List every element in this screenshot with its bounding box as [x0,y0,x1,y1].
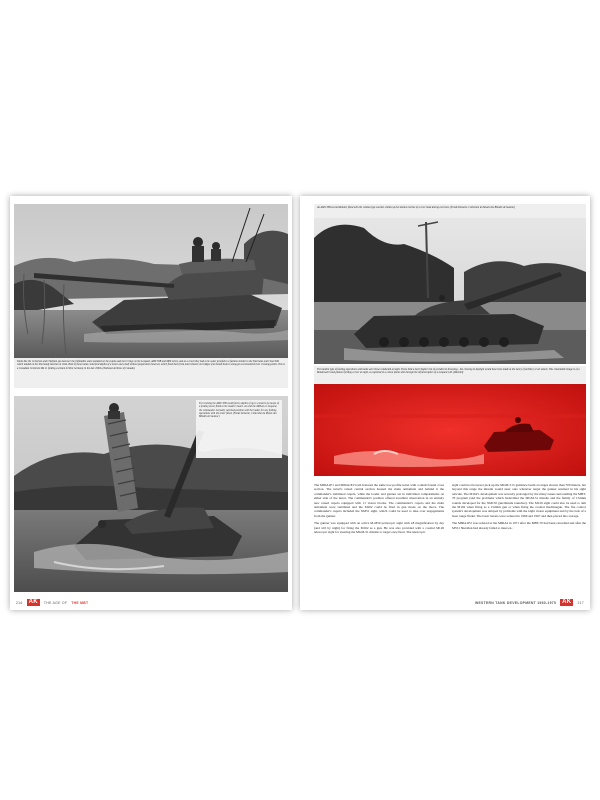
photo-caption: For training the AMX 30B could ford to depths of up to 4 meters by means of a fording tower fitted to the loader's hatch. As with the M60A1 or Leopard, the commander normally switched position with the loader for any fording operations with the tower fitted. (Fonds Delsarte, Collection du Musée des Blindés de Saumur) [196,400,282,458]
book-title-accent: THE MBT [71,600,89,605]
page-number: 216 [16,600,23,605]
body-column-1 [314,483,444,537]
section-title: WESTERN TANK DEVELOPMENT 1960-1975 [474,600,557,605]
photo-caption: An AMX 30B second Rebuilt, fitted with the combat type snorkel, climbs up the shallow incline of a river bank during exercises. (Fonds Delsarte, Collection du Musée des Blindés de Saumur) [314,204,586,218]
paragraph: The gunner was equipped with an active M-M50 periscopic sight with x8 magnification by day (and x10 by night) for firing the M162 as a gun. He was also provided with a coaxial M126 telescopic sight for steering the MGM-51 missile to target once fired. The telescopic [314,521,444,535]
book-title: THE AGE OF [43,600,68,605]
page-number: 217 [577,600,584,605]
photo-caption: The hardest type of fording operations with tanks were those conducted at night. These held a much higher risk of accident in drowning - but crossing in daylight would have been made at the mercy of artillery or air attack. This remarkable image is of a Bundeswehr tank platoon fording a river at night, as captured in a colour photo shot through the infrared optics of a Leopard 1A3. (Rheinbl) [314,366,586,384]
page-footer [475,599,584,606]
body-column-2 [452,483,586,533]
photo-centurion-fording [14,204,288,358]
photo-caption: Tanks like the Centurion and Chieftain (as bad over the) inflatable seals standard on the cupola and turret rings on the Leopard, AMX 30B and M60 series, and as a result they had to be water proofed in a fashion similar to the Shermans and Churchills which landed on the Normandy beaches in 1944. Both of these tanks could ford depths of a meter and a half without preparation however, which freed them from total reliance on bridges (cut bound them to using pre-reconnoitred river crossing points. This is a Canadian Centurion Mk 11 fording a stream in West Germany in the late 1960s. (National Archives of Canada) [14,358,288,388]
ak-logo: AK [562,599,572,605]
ak-logo: AK [28,599,38,605]
right-page [300,196,590,610]
paragraph: The M60A1E1 and M60A1E2 both featured the same low-profile turret with a small frontal cross section. The turret's raised central section housed the main armament and behind it the commander's stabilized cupola, while the loader and gunner sat in individual compartments on either side of the turret. The commander's position offered excellent observation in an entirely new raised cupola equipped with 11 vision blocks. The commander's cupola and the main armament were stabilized and the M162 could be fired in gun mode on the move. The commander's cupola included the XM51 sight, which could be used to take over engagements from the gunner. [314,483,444,518]
paragraph: The M60A1E2 was ordered as the M60A2 in 1971 after the MBT-70 had been cancelled and after the M551 Sheridan had already failed to meet ex- [452,521,586,530]
left-page [10,196,292,610]
photo-infrared-night-fording [314,384,586,476]
page-footer [16,599,88,606]
paragraph: sight could not however pick up the MGM-51's guidance beam at ranges shorter than 700 meters, but beyond this range the missile would steer onto whatever target the gunner retained in his sight reticule. The M162's development was severely prolonged by the many issues surrounding the MBT-70 program (and the problems which bedevilled the MGM-51 missile and the family of 152mm rounds developed for the XM150 gun/missile launcher). The M126 sight could also be used to aim the M162 when firing as a 152mm gun or when firing the coaxial machinegun. The fire control system's development was delayed by problems with the night vision equipment and by the lack of a laser range finder. The basic turrets were ordered in 1966 and 1967 and then placed into storage. [452,483,586,518]
photo-amx30-river-bank [314,218,586,364]
